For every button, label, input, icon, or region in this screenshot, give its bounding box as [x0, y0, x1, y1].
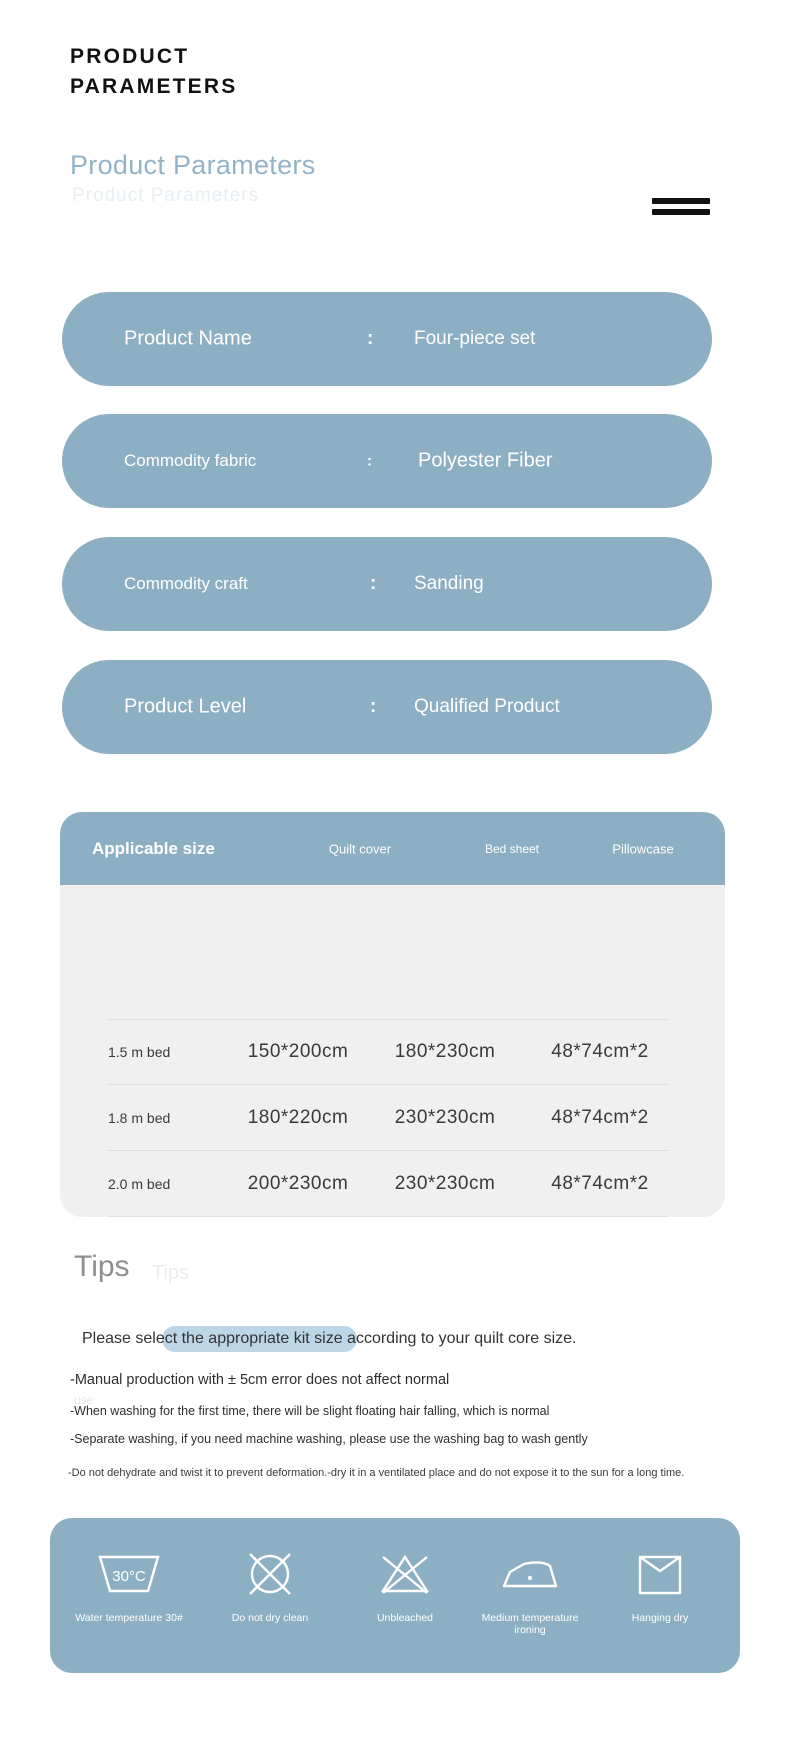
param-colon: : — [367, 452, 372, 470]
care-caption: Medium temperature ironing — [481, 1612, 579, 1636]
hang-dry-icon — [595, 1546, 725, 1602]
tips-line-2-ghost: use — [74, 1393, 94, 1407]
param-value: Sanding — [414, 573, 484, 594]
column-header-applicable-size: Applicable size — [92, 838, 215, 858]
care-instructions-bar — [50, 1518, 740, 1673]
table-row — [108, 1019, 668, 1085]
tips-title: Tips — [74, 1250, 130, 1283]
do-not-bleach-icon — [340, 1546, 470, 1602]
cell-size: 1.8 m bed — [108, 1109, 171, 1126]
cell-size: 2.0 m bed — [108, 1175, 171, 1192]
cell-pillow: 48*74cm*2 — [551, 1172, 649, 1194]
tips-line-5: -Do not dehydrate and twist it to prevent deformation.-dry it in a ventilated place and do not expose it to the sun for a long time. — [68, 1467, 685, 1479]
param-row-commodity-craft — [62, 537, 712, 631]
care-caption: Hanging dry — [631, 1612, 689, 1624]
care-item-hang-dry — [595, 1546, 725, 1624]
tips-main-pre: Please select — [82, 1330, 182, 1347]
cell-sheet: 230*230cm — [394, 1172, 496, 1194]
tips-title-ghost: Tips — [152, 1262, 190, 1284]
page-title-line1: PRODUCT — [70, 45, 190, 68]
table-row — [108, 1151, 668, 1217]
wash-30c-icon — [64, 1546, 194, 1602]
care-caption: Unbleached — [376, 1612, 434, 1624]
param-value: Four-piece set — [414, 328, 536, 349]
table-row — [108, 1085, 668, 1151]
tips-line-2: -Manual production with ± 5cm error does not affect normal — [70, 1372, 450, 1388]
column-header-bed-sheet: Bed sheet — [484, 841, 540, 856]
column-header-pillowcase: Pillowcase — [612, 841, 674, 856]
param-label: Product Name — [124, 327, 252, 350]
page-title — [70, 42, 490, 102]
svg-text:30°C: 30°C — [112, 1568, 146, 1585]
no-dry-clean-icon — [205, 1546, 335, 1602]
care-item-no-dry-clean — [205, 1546, 335, 1624]
cell-quilt: 180*220cm — [247, 1106, 349, 1128]
care-item-unbleached — [340, 1546, 470, 1624]
param-colon: : — [370, 573, 377, 594]
param-label: Commodity craft — [124, 574, 248, 593]
size-table — [60, 812, 725, 1217]
param-row-product-level — [62, 660, 712, 754]
size-table-header — [60, 812, 725, 885]
cell-quilt: 150*200cm — [247, 1041, 349, 1062]
param-label: Product Level — [124, 695, 247, 718]
param-colon: : — [370, 696, 377, 717]
column-header-quilt-cover: Quilt cover — [328, 841, 392, 856]
care-item-medium-iron — [465, 1546, 595, 1636]
param-label: Commodity fabric — [124, 451, 257, 470]
param-row-commodity-fabric — [62, 414, 712, 508]
care-caption: Do not dry clean — [231, 1612, 309, 1624]
param-value: Polyester Fiber — [418, 449, 553, 472]
tips-main-highlight: the appropriate kit size — [181, 1330, 343, 1347]
cell-pillow: 48*74cm*2 — [551, 1106, 649, 1128]
tips-main-post: according to your quilt core size. — [342, 1330, 577, 1347]
cell-size: 1.5 m bed — [108, 1044, 171, 1060]
param-value: Qualified Product — [414, 696, 560, 717]
tips-line-3: -When washing for the first time, there will be slight floating hair falling, which is normal — [70, 1404, 550, 1418]
tips-line-4: -Separate washing, if you need machine washing, please use the washing bag to wash gently — [70, 1432, 588, 1446]
page-subtitle: Product Parameters — [70, 150, 316, 180]
care-item-wash-30c — [64, 1546, 194, 1624]
double-rule-icon — [652, 198, 710, 220]
param-colon: : — [367, 328, 374, 349]
cell-sheet: 180*230cm — [394, 1041, 496, 1062]
cell-pillow: 48*74cm*2 — [551, 1041, 649, 1062]
page-title-line2: PARAMETERS — [70, 75, 238, 98]
cell-quilt: 200*230cm — [247, 1172, 349, 1194]
param-row-product-name — [62, 292, 712, 386]
page-subtitle-ghost: Product Parameters — [72, 185, 259, 206]
cell-sheet: 230*230cm — [394, 1106, 496, 1128]
tips-main-line — [82, 1330, 576, 1348]
medium-iron-icon — [465, 1546, 595, 1602]
care-caption: Water temperature 30# — [75, 1612, 183, 1624]
